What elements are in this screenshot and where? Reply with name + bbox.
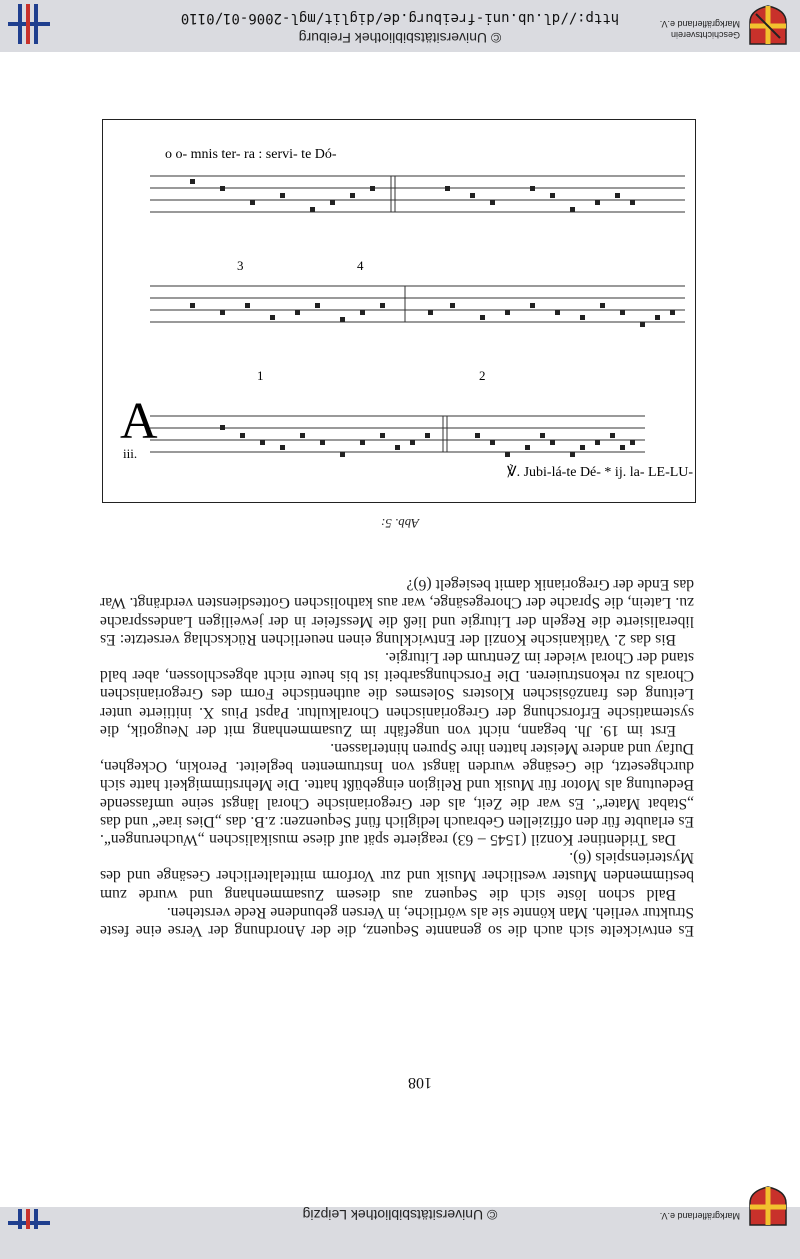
body-text	[100, 575, 694, 939]
library-logo-icon	[4, 4, 54, 48]
staff1-lyrics: ℣. Jubi-lá-te Dé- * ij. la- LE-LU- I-	[507, 465, 695, 480]
paragraph-2: Bald schon löste sich die Sequenz aus diesem Zusammenhang und wurde zum bestimmenden Muster westlicher Musik und zur Vorform mittelalterlicher Gesänge und des Mysterienspiels (6).	[100, 849, 694, 903]
footer-credit: © Universitätsbibliothek Leipzig	[302, 1207, 498, 1223]
society-name: Geschichtsverein Markgräflerland e.V.	[659, 19, 740, 40]
header-bar	[0, 0, 800, 52]
footer-library-logo-icon	[4, 1185, 54, 1229]
paragraph-1: Es entwickelte sich auch die so genannte Sequenz, die der Anordnung der Verse eine feste Struktur verlieh. Man könnte sie als wörtliche, in Versen gebundene Rede verstehen.	[100, 903, 694, 939]
number-1: 1	[257, 368, 264, 383]
footer-society-logo-icon	[746, 1185, 790, 1229]
library-credit: © Universitätsbibliothek Freiburg	[298, 30, 502, 46]
paragraph-5: Bis das 2. Vatikanische Konzil der Entwicklung einen neuerlichen Rückschlag versetzte: Es liberalisierte die Regeln der Liturgie und ließ die Messfeier in der jeweiligen Landessprache zu. Latein, die Sprache der Choregesänge, war aus katholischen Gottesdiensten verdrängt. War das Ende der Gregorianik damit besiegelt (6)?	[100, 576, 694, 648]
mode-label: iii.	[123, 446, 138, 461]
footer-society-name: Markgräflerland e.V.	[659, 1211, 740, 1221]
document-url[interactable]: http://dl.ub.uni-freiburg.de/diglit/mgl-2006-01/0110	[180, 10, 620, 26]
number-4: 4	[357, 258, 364, 273]
initial-letter: A	[120, 393, 158, 450]
footer-bar	[0, 1207, 800, 1259]
staff2-lyrics: o o- mnis ter- ra : servi- te Dó-	[165, 147, 337, 162]
figure-caption: Abb. 5:	[380, 516, 420, 531]
number-3: 3	[237, 258, 244, 273]
chant-notation	[103, 120, 695, 502]
number-2: 2	[479, 368, 486, 383]
page-number: 108	[408, 1074, 432, 1091]
music-figure	[102, 119, 696, 503]
paragraph-4: Erst im 19. Jh. begann, nicht von ungefähr im Zusammenhang mit der Neugotik, die systematische Erforschung der Gregorianischen Choralkultur. Papst Pius X. initiierte unter Leitung des französischen Klosters Solesmes die authentische Form des Gregorianischen Chorals zu rekonstruieren. Die Forschungsarbeit ist bis heute nicht abgeschlossen, aber bald stand der Choral wieder im Zentrum der Liturgie.	[100, 648, 694, 739]
paragraph-3: Das Tridentiner Konzil (1545 – 63) reagierte spät auf diese musikalischen „Wucherungen“. Es erlaubte für den offiziellen Gebrauch lediglich fünf Sequenzen: z.B. das „Dies irae“ und das „Stabat Mater“. Es war die Zeit, als der Gregorianische Choral längst seine umfassende Bedeutung als Motor für Musik und Religion eingebüßt hatte. Die Mehrstimmigkeit hatte sich durchgesetzt, die Gesänge wurden längst von Instrumenten begleitet. Perokin, Ockeghen, Dufay und andere Meister hatten ihre Spuren hinterlassen.	[100, 739, 694, 848]
